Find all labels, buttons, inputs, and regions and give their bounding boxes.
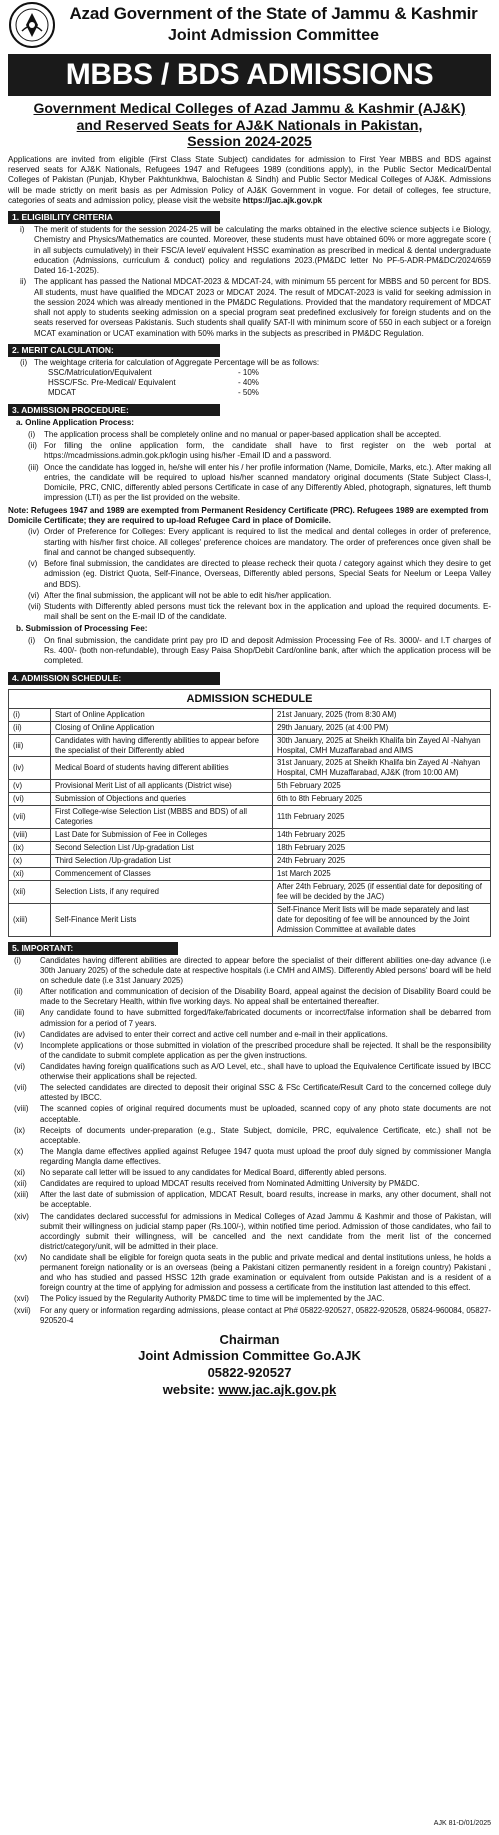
schedule-row-number: (i) xyxy=(9,708,51,721)
intro-paragraph xyxy=(8,155,491,207)
list-item xyxy=(8,1083,491,1103)
item-text: The Mangla dame effectives applied against Refugee 1947 quota must upload the proof duly signed by commissioner Mangla regarding Mangla dame effectives. xyxy=(40,1146,491,1166)
item-text: No candidate shall be eligible for foreign quota seats in the public and private medical and dental institutions unless, he holds a permanent foreign nationality or is an overseas (being a Pakistani citizen permanently resident in a foreign country) Pakistani , and who has studied and passed HSSC 12th grade examination or equivalent from outside Pakistan and is a resident of a foreign country at the time of applying for admission and possess a certificate from the institution last attended to this effect. xyxy=(40,1252,491,1293)
subheading-processing-fee: b. Submission of Processing Fee: xyxy=(16,624,148,634)
item-number: (xv) xyxy=(14,1252,28,1262)
list-item xyxy=(8,1168,491,1178)
item-number: (xiv) xyxy=(14,1211,29,1221)
item-number: (xi) xyxy=(14,1168,25,1178)
list-item xyxy=(8,1212,491,1252)
item-number: (i) xyxy=(14,955,22,965)
footer-website-link[interactable]: www.jac.ajk.gov.pk xyxy=(218,1381,337,1397)
weight-value: - 50% xyxy=(238,388,259,398)
schedule-row-date: Self-Finance Merit lists will be made separately and last date for depositing of fee will be announced by the Joint Admission Committee at available dates xyxy=(273,904,491,937)
schedule-row-number: (x) xyxy=(9,855,51,868)
schedule-row xyxy=(9,855,491,868)
schedule-row-event: Last Date for Submission of Fee in Colleges xyxy=(51,829,273,842)
list-item xyxy=(8,1062,491,1082)
item-text: The Policy issued by the Regularity Authority PM&DC time to time will be implemented by the JAC. xyxy=(40,1294,385,1304)
schedule-row xyxy=(9,829,491,842)
schedule-row-date: 6th to 8th February 2025 xyxy=(273,793,491,806)
schedule-row-event: Commencement of Classes xyxy=(51,868,273,881)
item-number: (iii) xyxy=(28,462,39,472)
weight-row xyxy=(8,368,491,378)
item-text: Once the candidate has logged in, he/she will enter his / her profile information (Name, Domicile, Marks, etc.). After making all entries, the candidate will be required to upload his/her scanned mandatory original documents (State Subject Class-I, Domicile, PRC, CNIC, differently abled persons Certificate in case of any Differently Abled, photograph, signatures, left thumb impression (LTI) as per the list provided on the website. xyxy=(44,462,491,503)
list-item xyxy=(8,1030,491,1040)
list-item xyxy=(8,559,491,590)
schedule-row-event: Start of Online Application xyxy=(51,708,273,721)
schedule-row-event: Self-Finance Merit Lists xyxy=(51,904,273,937)
list-item xyxy=(8,1008,491,1028)
schedule-table xyxy=(8,689,491,937)
schedule-row-date: 29th January, 2025 (at 4:00 PM) xyxy=(273,721,491,734)
item-number: (ii) xyxy=(14,987,23,997)
schedule-row-date: After 24th February, 2025 (if essential date for depositing of fee will be decided by the JAC) xyxy=(273,881,491,904)
list-item xyxy=(8,277,491,338)
schedule-row-number: (vii) xyxy=(9,806,51,829)
schedule-row-date: 24th February 2025 xyxy=(273,855,491,868)
item-number: (viii) xyxy=(14,1104,29,1114)
schedule-row-number: (iii) xyxy=(9,734,51,757)
committee-signature: Joint Admission Committee Go.AJK xyxy=(138,1348,361,1364)
item-number: (iv) xyxy=(28,527,40,537)
schedule-row xyxy=(9,780,491,793)
schedule-row-date: 11th February 2025 xyxy=(273,806,491,829)
item-number: (xiii) xyxy=(14,1190,29,1200)
item-text: For filling the online application form, the candidate shall have to first register on the web portal at https://mcadmissions.admin.gok.pk/login using his/her -Email ID and a password. xyxy=(44,441,491,461)
schedule-row-number: (viii) xyxy=(9,829,51,842)
item-text: Incomplete applications or those submitted in violation of the prescribed procedure shall be rejected. It shall be the responsibility of the candidate to submit complete application as per the given instructions. xyxy=(40,1040,491,1060)
important-list xyxy=(8,956,491,1326)
list-item xyxy=(8,602,491,622)
section-heading-eligibility: 1. ELIGIBILITY CRITERIA xyxy=(8,211,220,224)
list-item xyxy=(8,1253,491,1293)
reference-number: AJK 81-D/01/2025 xyxy=(433,1820,491,1828)
item-number: (vii) xyxy=(14,1083,27,1093)
list-item xyxy=(8,1104,491,1124)
footer-website xyxy=(8,1382,491,1399)
schedule-row-event: Second Selection List /Up-gradation List xyxy=(51,842,273,855)
schedule-row-event: Closing of Online Application xyxy=(51,721,273,734)
schedule-row xyxy=(9,734,491,757)
schedule-row-number: (xiii) xyxy=(9,904,51,937)
list-item xyxy=(8,1147,491,1167)
item-number: (xvii) xyxy=(14,1305,31,1315)
item-text: After the last date of submission of application, MDCAT Result, board results, increase in marks, any other document, shall not be acceptable. xyxy=(40,1190,491,1210)
item-number: (i) xyxy=(28,429,36,439)
schedule-row xyxy=(9,842,491,855)
schedule-row xyxy=(9,904,491,937)
schedule-row-date: 21st January, 2025 (from 8:30 AM) xyxy=(273,708,491,721)
weight-label: SSC/Matriculation/Equivalent xyxy=(48,367,152,377)
list-item xyxy=(8,358,491,368)
schedule-row xyxy=(9,757,491,780)
list-item xyxy=(8,956,491,986)
item-text: After notification and communication of decision of the Disability Board, appeal against the decision of Disability Board could be made to the Secretary Health, within five working days. No appeal shall be entertained thereafter. xyxy=(40,987,491,1007)
list-item xyxy=(8,225,491,276)
item-text: The merit of students for the session 2024-25 will be calculating the marks obtained in the elective science subjects i.e Biology, Chemistry and Physics/Mathematics are counted. Moreover, these students must have obtained 60% or more aggregate score ( in all subjects cumulatively) in their FSC/A level/ equivalent HSSC examination as prescribed in medical & dental undergraduate education (Admissions, curriculum & conduct) policy and regulations 2023.(PM&DC letter No PF-5-ADR-PM&DC/2024/659 Dated 16-1-2025). xyxy=(34,225,491,276)
item-text: Candidates are required to upload MDCAT results received from Nominated Admitting University by PM&DC. xyxy=(40,1179,420,1189)
item-text: For any query or information regarding admissions, please contact at Ph# 05822-920527, 05822-920528, 05824-960084, 05827-920520-4 xyxy=(40,1305,491,1325)
schedule-row-number: (vi) xyxy=(9,793,51,806)
list-item xyxy=(8,441,491,461)
weight-value: - 10% xyxy=(238,367,259,377)
item-text: Receipts of documents under-preparation (e.g., State Subject, domicile, PRC, equivalence Certificate, etc.) shall not be acceptable. xyxy=(40,1125,491,1145)
item-text: Any candidate found to have submitted forged/fake/fabricated documents or incorrect/false information shall be debarred from admission for a period of 7 years. xyxy=(40,1008,491,1028)
schedule-row-number: (xii) xyxy=(9,881,51,904)
government-title: Azad Government of the State of Jammu & Kashmir xyxy=(69,4,478,24)
schedule-row-event: Selection Lists, if any required xyxy=(51,881,273,904)
item-text: The selected candidates are directed to deposit their original SSC & FSc Certificate/Result Card to the concerned college duly attested by IBCC. xyxy=(40,1083,491,1103)
weight-label: MDCAT xyxy=(48,388,76,398)
item-number: (v) xyxy=(28,559,38,569)
schedule-row xyxy=(9,708,491,721)
schedule-row-event: Medical Board of students having different abilities xyxy=(51,757,273,780)
schedule-row-number: (xi) xyxy=(9,868,51,881)
chairman-label: Chairman xyxy=(219,1331,280,1347)
item-number: (vi) xyxy=(28,590,40,600)
list-item xyxy=(8,1179,491,1189)
item-text: Candidates having different abilities are directed to appear before the specialist of their different abilities one-day advance (i.e 30th January 2025) of the schedule date at respective hospitals (i.e CMH and AIMS). Differently Abled persons' board will be held on schedule date (i.e 31st January 2025) xyxy=(40,955,491,986)
schedule-row-number: (ix) xyxy=(9,842,51,855)
schedule-row-event: Candidates with having differently abilities to appear before the specialist of their Differently abled xyxy=(51,734,273,757)
list-item xyxy=(8,1294,491,1304)
item-text: The weightage criteria for calculation of Aggregate Percentage will be as follows: xyxy=(34,357,320,367)
item-text: Before final submission, the candidates are directed to please recheck their quota / category against which they desire to get admission (eg. District Quota, Self-Finance, Overseas, Differently abled persons, Special Seats for Neelum or Leepa Valley and BDS). xyxy=(44,559,491,589)
item-number: (iii) xyxy=(14,1008,25,1018)
section-heading-merit: 2. MERIT CALCULATION: xyxy=(8,344,220,357)
contact-phone: 05822-920527 xyxy=(207,1364,292,1380)
schedule-row-event: Third Selection /Up-gradation List xyxy=(51,855,273,868)
item-number: (xvi) xyxy=(14,1294,29,1304)
item-number: ii) xyxy=(20,277,27,287)
intro-text: Applications are invited from eligible (First Class State Subject) candidates for admission to First Year MBBS and BDS against reserved seats for AJ&K Nationals, Refugees 1947 and Refugees 1989 (conditions apply), in the Public Sector Medical/Dental Colleges of Pakistan (Punjab, Khyber Pakhtunkhwa, Balochistan & Sindh) and Public Sector Medical Colleges of AJ&K. Admissions will be made strictly on merit basis as per Admission Policy of AJ&K Government in vogue. For detail of colleges, fee structure, categories of seats and admission policy, please visit the website xyxy=(8,154,491,205)
item-number: (i) xyxy=(20,357,28,367)
item-text: The application process shall be completely online and no manual or paper-based application shall be accepted. xyxy=(44,429,442,439)
section-heading-important: 5. IMPORTANT: xyxy=(8,942,178,955)
list-item xyxy=(8,527,491,558)
schedule-row xyxy=(9,721,491,734)
item-text: Students with Differently abled persons must tick the relevant box in the application and upload the required documents. E-mail shall be sent on the E-mail ID of the candidate. xyxy=(44,601,491,622)
website-link[interactable]: https://jac.ajk.gov.pk xyxy=(242,195,323,205)
subtitle-line: Government Medical Colleges of Azad Jammu & Kashmir (AJ&K) xyxy=(33,100,466,116)
list-item xyxy=(8,636,491,667)
list-item xyxy=(8,591,491,601)
list-item xyxy=(8,463,491,504)
schedule-table-title: ADMISSION SCHEDULE xyxy=(9,689,491,708)
schedule-row xyxy=(9,793,491,806)
schedule-row-number: (ii) xyxy=(9,721,51,734)
subtitle-line: Session 2024-2025 xyxy=(187,133,312,150)
item-text: The candidates declared successful for admissions in Medical Colleges of Azad Jammu & Kashmir and those of Pakistan, will submit their willingness on judicial stamp paper (Rs.100/-), within notified time period. Admission of those candidates, who fail to accordingly submit their willingness, will be cancelled and the next candidate from the merit list of the concerned district/category/unit, will be admitted in their place. xyxy=(40,1211,491,1251)
schedule-row-date: 18th February 2025 xyxy=(273,842,491,855)
refugee-note: Note: Refugees 1947 and 1989 are exempted from Permanent Residency Certificate (PRC). Refugees 1989 are exempted from Domicile Certificate; they are required to up-load Refugee Card in place of Domicile. xyxy=(8,505,489,525)
item-text: Order of Preference for Colleges: Every applicant is required to list the medical and dental colleges in order of preference, starting with his/her first choice. All colleges' preference choices are mandatory. The order of preferences once given shall be final and cannot be changed subsequently. xyxy=(44,527,491,557)
item-text: On final submission, the candidate print pay pro ID and deposit Admission Processing Fee of Rs. 3000/- and I.T charges of Rs. 400/- (both non-refundable), through Easy Paisa Shop/Debit Card/online bank, after which the application process will be completed. xyxy=(44,635,491,666)
section-heading-procedure: 3. ADMISSION PROCEDURE: xyxy=(8,404,220,417)
item-number: (xii) xyxy=(14,1179,27,1189)
subheading-online-process: a. Online Application Process: xyxy=(16,418,134,428)
item-text: The scanned copies of original required documents must be uploaded, scanned copy of any photo state documents are not acceptable. xyxy=(40,1104,491,1124)
item-text: Candidates are advised to enter their correct and active cell number and e-mail in their applications. xyxy=(40,1029,388,1039)
subtitle-line: and Reserved Seats for AJ&K Nationals in Pakistan, xyxy=(76,116,423,133)
schedule-row xyxy=(9,881,491,904)
schedule-row-number: (v) xyxy=(9,780,51,793)
list-item xyxy=(8,987,491,1007)
schedule-row-event: Submission of Objections and queries xyxy=(51,793,273,806)
schedule-row-event: Provisional Merit List of all applicants (District wise) xyxy=(51,780,273,793)
section-heading-schedule: 4. ADMISSION SCHEDULE: xyxy=(8,672,220,685)
list-item xyxy=(8,1306,491,1326)
item-number: (vii) xyxy=(28,601,41,611)
list-item xyxy=(8,430,491,440)
item-number: (iv) xyxy=(14,1029,25,1039)
item-text: After the final submission, the applicant will not be able to edit his/her application. xyxy=(44,590,332,600)
item-number: (ix) xyxy=(14,1125,25,1135)
admissions-banner: MBBS / BDS ADMISSIONS xyxy=(8,54,491,96)
item-number: (x) xyxy=(14,1146,24,1156)
website-label: website: xyxy=(162,1381,219,1397)
schedule-row xyxy=(9,806,491,829)
schedule-row-date: 14th February 2025 xyxy=(273,829,491,842)
subtitle xyxy=(8,100,491,150)
weight-value: - 40% xyxy=(238,378,259,388)
weight-label: HSSC/FSc. Pre-Medical/ Equivalent xyxy=(48,378,176,388)
government-seal-logo xyxy=(8,1,56,49)
committee-title: Joint Admission Committee xyxy=(168,27,379,45)
item-number: (v) xyxy=(14,1040,24,1050)
header xyxy=(8,0,491,50)
schedule-row-date: 31st January, 2025 at Sheikh Khalifa bin Zayed Al -Nahyan Hospital, CMH Muzaffarabad, AJ&K (from 10:00 AM) xyxy=(273,757,491,780)
schedule-row-date: 1st March 2025 xyxy=(273,868,491,881)
item-number: (i) xyxy=(28,635,36,645)
weight-row xyxy=(8,388,491,398)
item-text: The applicant has passed the National MDCAT-2023 & MDCAT-24, with minimum 55 percent for MBBS and 50 percent for BDS. All students, must have qualified the MDCAT 2023 or MDCAT 2024. The result of MDCAT-2023 is valid for seeking admission in the session 2024 which was already mentioned in the PM&DC Regulations. Provided that the mandatory requirement of MDCAT shall not apply to students seeking admission on a special program seat predefined exclusively for foreign students and on the seats reserved for overseas Pakistanis. Such students shall qualify SAT-II with minimum score of 550 in each subject or a foreign MCAT examination or UCAT examination with 50% marks in the subjects as prescribed in PM&DC Regulation. xyxy=(34,277,491,338)
item-number: i) xyxy=(20,225,25,235)
schedule-row-event: First College-wise Selection List (MBBS and BDS) of all Categories xyxy=(51,806,273,829)
schedule-row-date: 5th February 2025 xyxy=(273,780,491,793)
list-item xyxy=(8,1190,491,1210)
item-text: Candidates having foreign qualifications such as A/O Level, etc., shall have to upload the Equivalence Certificate issued by IBCC otherwise their applications shall be rejected. xyxy=(40,1061,491,1082)
item-text: No separate call letter will be issued to any candidates for Medical Board, differently abled persons. xyxy=(40,1168,387,1178)
schedule-row-number: (iv) xyxy=(9,757,51,780)
weight-row xyxy=(8,378,491,388)
schedule-row xyxy=(9,868,491,881)
item-number: (ii) xyxy=(28,441,37,451)
list-item xyxy=(8,1126,491,1146)
item-number: (vi) xyxy=(14,1061,25,1071)
footer xyxy=(8,1332,491,1399)
list-item xyxy=(8,1041,491,1061)
schedule-row-date: 30th January, 2025 at Sheikh Khalifa bin Zayed Al -Nahyan Hospital, CMH Muzaffarabad and AIMS xyxy=(273,734,491,757)
